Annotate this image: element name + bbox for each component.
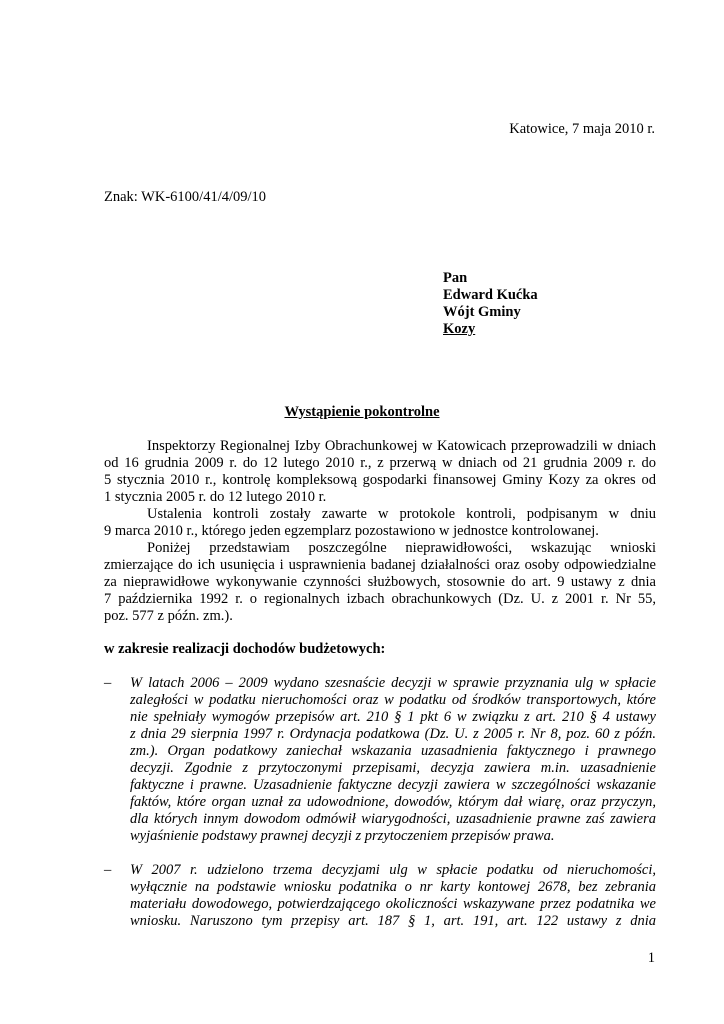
body-line-8: zmierzające do ich usunięcia i usprawnienia badanej działalności oraz osoby odpowiedzialne (104, 557, 656, 573)
addressee-name: Edward Kućka (443, 287, 538, 303)
body-line-5: Ustalenia kontroli zostały zawarte w protokole kontroli, podpisanym w dniu (147, 506, 656, 522)
bullet1-line-4: z dnia 29 sierpnia 1997 r. Ordynacja podatkowa (Dz. U. z 2005 r. Nr 8, poz. 60 z późn. (130, 726, 656, 742)
bullet2-line-3: materiału dowodowego, potwierdzającego okoliczności wskazywane przez podatnika we (130, 896, 656, 912)
bullet1-line-10: wyjaśnienie podstawy prawnej decyzji z przytoczeniem przepisów prawa. (130, 828, 555, 844)
bullet2-line-2: wyłącznie na podstawie wniosku podatnika o nr karty kontowej 2678, bez zebrania (130, 879, 656, 895)
bullet1-line-9: dla których innym dowodom odmówił wiarygodności, uzasadnienie prawne zaś zawiera (130, 811, 656, 827)
bullet1-line-5: zm.). Organ podatkowy zaniechał wskazania uzasadnienia faktycznego i prawnego (130, 743, 656, 759)
addressee-position: Wójt Gminy (443, 304, 521, 320)
body-line-9: za nieprawidłowe wykonywanie czynności służbowych, stosownie do art. 9 ustawy z dnia (104, 574, 656, 590)
body-line-6: 9 marca 2010 r., którego jeden egzemplarz pozostawiono w jednostce kontrolowanej. (104, 523, 599, 539)
bullet1-line-6: decyzji. Zgodnie z przytoczonymi przepisami, decyzja zawiera m.in. uzasadnienie (130, 760, 656, 776)
date-line: Katowice, 7 maja 2010 r. (509, 121, 655, 137)
body-line-11: poz. 577 z późn. zm.). (104, 608, 233, 624)
bullet1-line-3: nie spełniały wymogów przepisów art. 210 § 1 pkt 6 w związku z art. 210 § 4 ustawy (130, 709, 656, 725)
bullet-dash-2: – (104, 862, 112, 878)
bullet1-line-7: faktyczne i prawne. Uzasadnienie faktyczne decyzji zawiera w szczególności wskazanie (130, 777, 656, 793)
bullet1-line-2: zaległości w podatku nieruchomości oraz w podatku od środków transportowych, które (130, 692, 656, 708)
body-line-1: Inspektorzy Regionalnej Izby Obrachunkowej w Katowicach przeprowadzili w dniach (147, 438, 656, 454)
page-number: 1 (647, 950, 655, 966)
addressee-salutation: Pan (443, 270, 468, 286)
section-heading: w zakresie realizacji dochodów budżetowych: (104, 641, 386, 657)
body-line-7: Poniżej przedstawiam poszczególne nieprawidłowości, wskazując wnioski (147, 540, 656, 556)
body-line-3: 5 stycznia 2010 r., kontrolę kompleksową gospodarki finansowej Gminy Kozy za okres od (104, 472, 656, 488)
body-line-2: od 16 grudnia 2009 r. do 12 lutego 2010 r., z przerwą w dniach od 21 grudnia 2009 r. do (104, 455, 656, 471)
document-title: Wystąpienie pokontrolne (284, 404, 440, 420)
body-line-4: 1 stycznia 2005 r. do 12 lutego 2010 r. (104, 489, 327, 505)
body-line-10: 7 października 1992 r. o regionalnych izbach obrachunkowych (Dz. U. z 2001 r. Nr 55, (104, 591, 656, 607)
addressee-municipality: Kozy (443, 321, 476, 337)
reference-number: Znak: WK-6100/41/4/09/10 (104, 189, 267, 205)
bullet2-line-1: W 2007 r. udzielono trzema decyzjami ulg w spłacie podatku od nieruchomości, (130, 862, 656, 878)
bullet1-line-8: faktów, które organ uznał za udowodnione, dowodów, którym dał wiarę, oraz przyczyn, (130, 794, 656, 810)
bullet1-line-1: W latach 2006 – 2009 wydano szesnaście decyzji w sprawie przyznania ulg w spłacie (130, 675, 656, 691)
bullet2-line-4: wniosku. Naruszono tym przepisy art. 187 § 1, art. 191, art. 122 ustawy z dnia (130, 913, 656, 929)
bullet-dash-1: – (104, 675, 112, 691)
